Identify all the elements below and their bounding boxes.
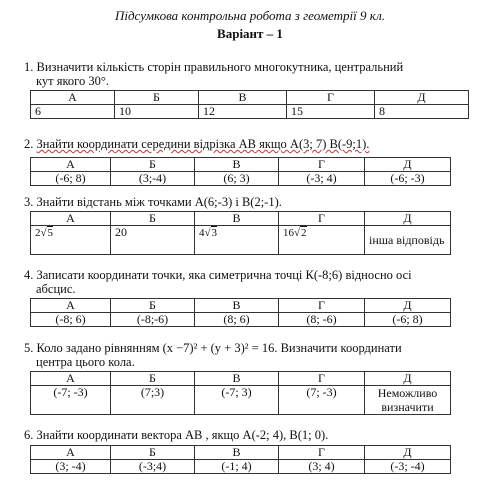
question-number: 2. [24, 137, 34, 151]
question-text: Знайти координати вектора АВ , якщо А(-2; 4), В(1; 0). [36, 428, 329, 442]
option-answer: 16√2 [279, 226, 365, 255]
option-header: Б [111, 372, 195, 386]
question-number: 1. [24, 60, 34, 74]
option-header: Д [365, 212, 451, 226]
option-header: Б [111, 158, 195, 172]
variant-heading: Варіант – 1 [217, 26, 283, 41]
option-header: Д [365, 299, 451, 313]
option-header: В [195, 372, 279, 386]
option-header: Д [375, 91, 469, 105]
option-answer: (6; 3) [195, 172, 279, 186]
option-answer: 15 [287, 105, 375, 119]
answer-table-2 [30, 157, 451, 186]
question-6 [24, 428, 480, 442]
option-header: Б [111, 446, 195, 460]
option-answer: 8 [375, 105, 469, 119]
option-header: А [31, 158, 111, 172]
option-answer: (-6; 8) [365, 313, 451, 327]
option-header: Г [279, 212, 365, 226]
option-answer: (-6; -3) [365, 172, 451, 186]
question-text-cont: центра цього кола. [36, 355, 135, 369]
option-header: Д [365, 372, 451, 386]
option-header: А [31, 212, 111, 226]
option-header: А [31, 446, 111, 460]
option-answer: (3;-4) [111, 172, 195, 186]
option-answer: (-3; 4) [279, 172, 365, 186]
option-answer: (-1; 4) [195, 460, 279, 474]
answer-table-1 [30, 90, 469, 119]
question-2 [24, 137, 480, 151]
option-answer: (-7; 3) [195, 386, 279, 415]
option-header: А [31, 299, 111, 313]
answer-table-3 [30, 211, 451, 255]
option-answer: (-3;4) [111, 460, 195, 474]
option-header: А [31, 91, 115, 105]
radical-coefficient: 4 [199, 227, 205, 239]
option-header: Г [279, 446, 365, 460]
option-answer: (8; -6) [279, 313, 365, 327]
option-answer: 12 [199, 105, 287, 119]
option-answer: 20 [111, 226, 195, 255]
option-answer: Неможливо визначити [365, 386, 451, 415]
option-header: В [195, 446, 279, 460]
question-number: 6. [24, 428, 34, 442]
question-text-cont: кут якого 30°. [36, 74, 109, 88]
answer-table-4 [30, 298, 451, 327]
question-text: Знайти координати середини відрізка АВ якщо А(3; 7) В(-9;1). [36, 137, 370, 151]
option-answer: (3; 4) [279, 460, 365, 474]
option-answer: 4√3 [195, 226, 279, 255]
option-answer: (-3; -4) [365, 460, 451, 474]
radicand: 2 [301, 227, 307, 239]
radicand: 5 [47, 227, 54, 239]
option-answer: (3; -4) [31, 460, 111, 474]
option-answer: інша відповідь [365, 226, 451, 255]
option-header: В [195, 212, 279, 226]
option-header: Б [111, 212, 195, 226]
option-header: А [31, 372, 111, 386]
question-3 [24, 195, 480, 209]
option-header: Г [287, 91, 375, 105]
radical-coefficient: 2 [35, 227, 41, 239]
question-text: Знайти відстань між точками А(6;-3) і В(2;-1). [36, 195, 282, 209]
option-answer: (-6; 8) [31, 172, 111, 186]
answer-table-6 [30, 445, 451, 474]
option-header: Б [111, 299, 195, 313]
question-5 [24, 341, 480, 369]
option-answer: 2√5 [31, 226, 111, 255]
option-answer: (-7; -3) [31, 386, 111, 415]
question-number: 4. [24, 268, 34, 282]
option-header: В [195, 299, 279, 313]
question-number: 3. [24, 195, 34, 209]
answer-table-5 [30, 371, 451, 415]
option-header: Г [279, 372, 365, 386]
option-header: В [199, 91, 287, 105]
option-header: Д [365, 158, 451, 172]
question-text: Коло задано рівнянням (x −7)² + (y + 3)² = 16. Визначити координати [36, 341, 402, 355]
question-1 [24, 60, 480, 88]
question-number: 5. [24, 341, 34, 355]
option-header: В [195, 158, 279, 172]
question-text-cont: абсцис. [36, 282, 76, 296]
option-answer: 6 [31, 105, 115, 119]
radicand: 3 [211, 227, 218, 239]
option-header: Д [365, 446, 451, 460]
option-answer: (7; -3) [279, 386, 365, 415]
option-answer: 10 [115, 105, 199, 119]
option-answer: (-8;-6) [111, 313, 195, 327]
option-answer: (-8; 6) [31, 313, 111, 327]
option-answer: (8; 6) [195, 313, 279, 327]
option-header: Б [115, 91, 199, 105]
document-title: Підсумкова контрольна робота з геометрії 9 кл. [114, 8, 386, 23]
question-text: Записати координати точки, яка симетрична точці К(-8;6) відносно осі [36, 268, 412, 282]
question-text: Визначити кількість сторін правильного многокутника, центральний [36, 60, 404, 74]
question-4 [24, 268, 480, 296]
option-answer: (7;3) [111, 386, 195, 415]
option-header: Г [279, 158, 365, 172]
radical-coefficient: 16 [283, 227, 294, 239]
option-header: Г [279, 299, 365, 313]
